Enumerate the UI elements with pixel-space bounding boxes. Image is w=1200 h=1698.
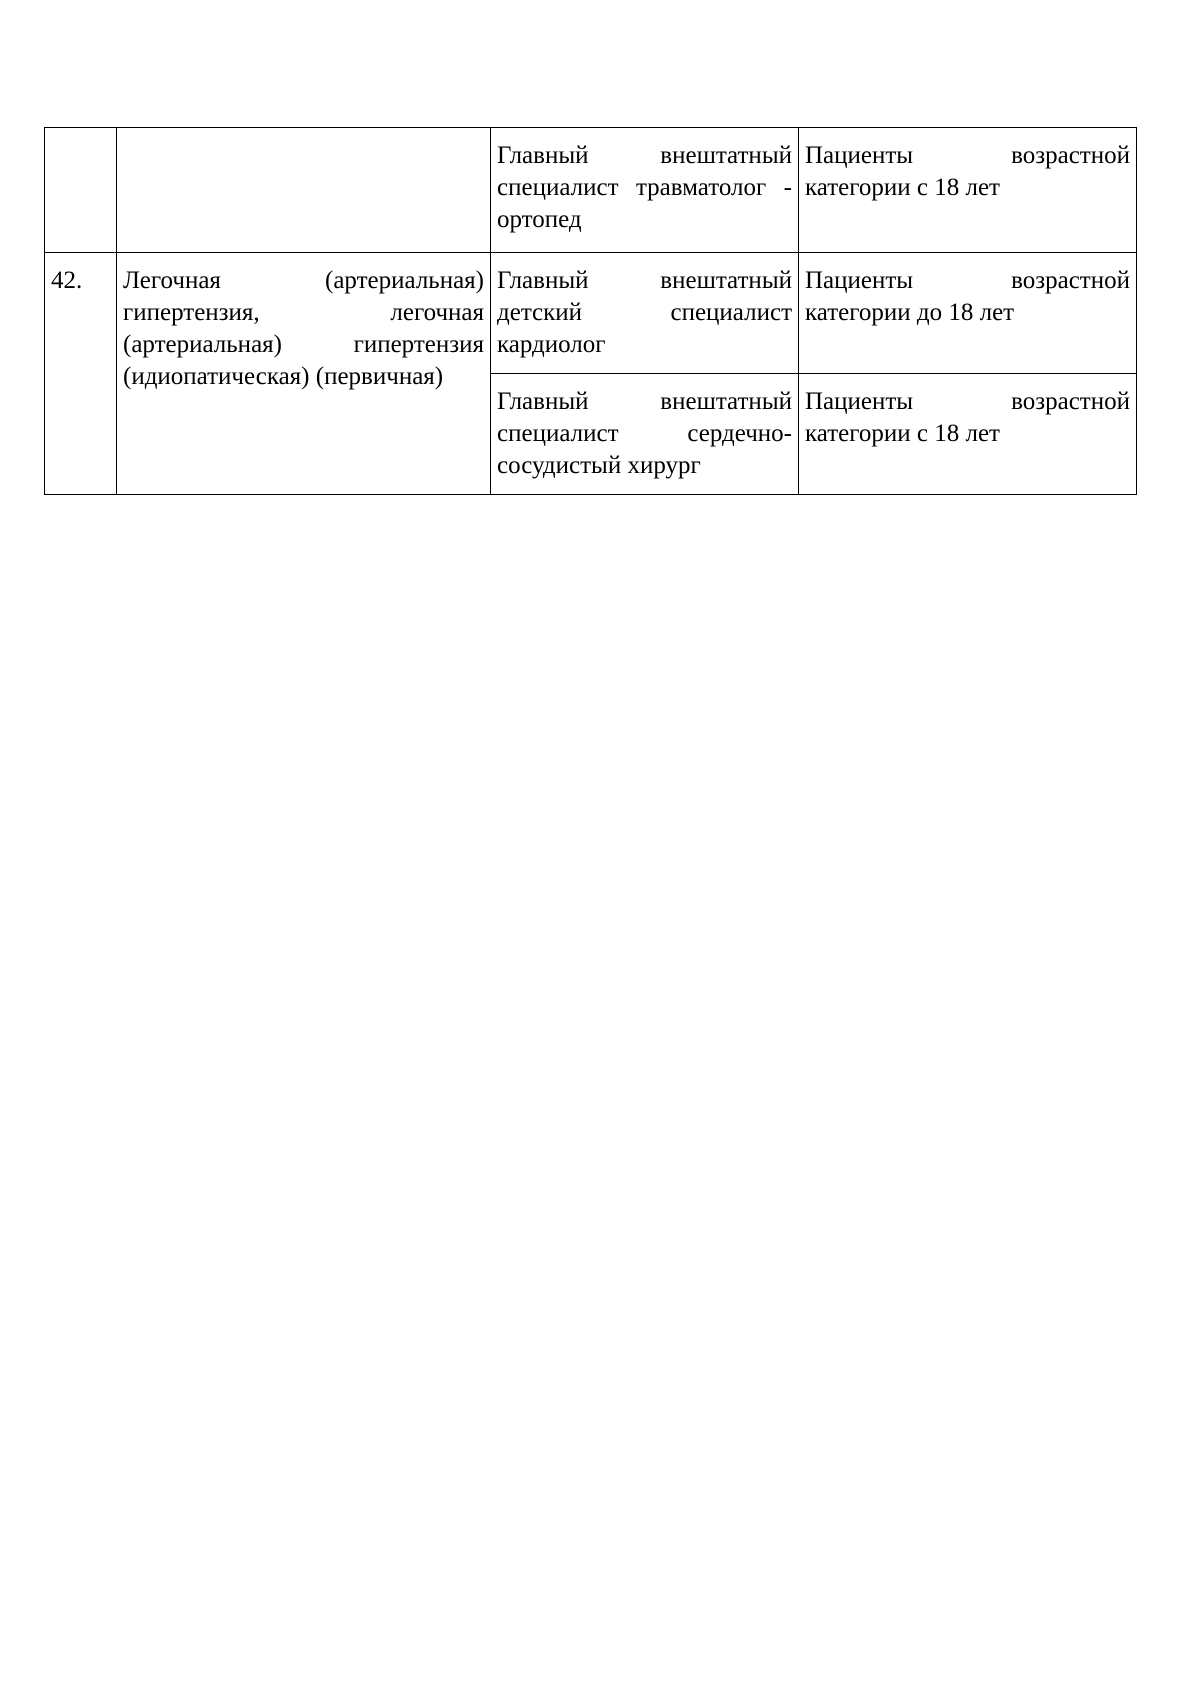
specialist-cell: Главный внештатный детский специалист кардиолог — [491, 253, 799, 374]
specialists-table — [44, 127, 1137, 495]
specialist-cell: Главный внештатный специалист сердечно-сосудистый хирург — [491, 374, 799, 495]
patients-cell: Пациенты возрастной категории с 18 лет — [799, 374, 1137, 495]
condition-cell — [117, 128, 491, 253]
condition-cell: Легочная (артериальная) гипертензия, легочная (артериальная) гипертензия (идиопатическая) (первичная) — [117, 253, 491, 495]
row-number-cell: 42. — [45, 253, 117, 495]
table-row — [45, 128, 1137, 253]
row-number-cell — [45, 128, 117, 253]
specialist-cell: Главный внештатный специалист травматолог - ортопед — [491, 128, 799, 253]
table-row — [45, 253, 1137, 374]
patients-cell: Пациенты возрастной категории с 18 лет — [799, 128, 1137, 253]
patients-cell: Пациенты возрастной категории до 18 лет — [799, 253, 1137, 374]
